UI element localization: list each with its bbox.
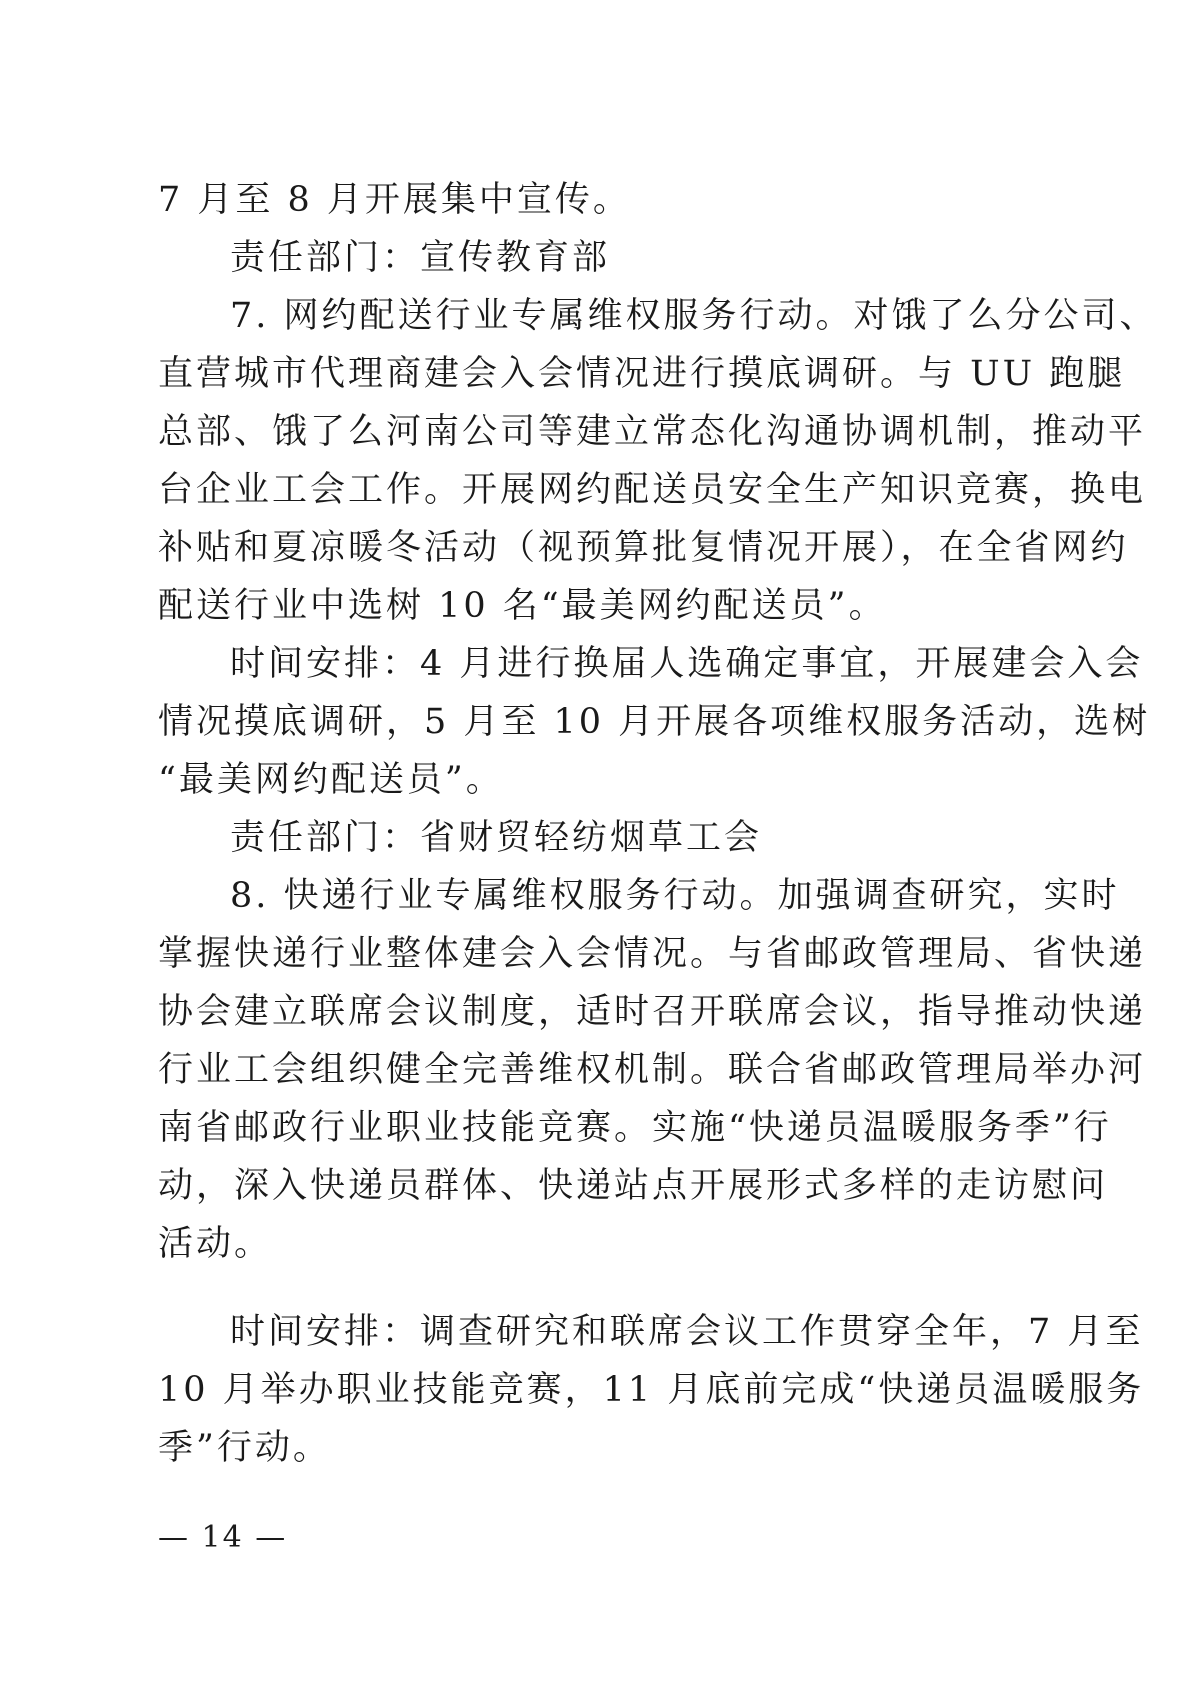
item-7-line-3: 总部、饿了么河南公司等建立常态化沟通协调机制，推动平 xyxy=(158,412,1147,452)
item-7-heading-line: 7. 网约配送行业专属维权服务行动。对饿了么分公司、 xyxy=(230,296,1158,336)
schedule-7-line-3: “最美网约配送员”。 xyxy=(158,760,504,800)
schedule-8-line-1: 时间安排：调查研究和联席会议工作贯穿全年，7 月至 xyxy=(230,1312,1144,1352)
page-number: — 14 — xyxy=(158,1520,288,1555)
item-7-line-2: 直营城市代理商建会入会情况进行摸底调研。与 UU 跑腿 xyxy=(158,354,1126,394)
text-line-1: 7 月至 8 月开展集中宣传。 xyxy=(158,180,631,220)
item-8-line-2: 掌握快递行业整体建会入会情况。与省邮政管理局、省快递 xyxy=(158,934,1147,974)
schedule-7-line-1: 时间安排：4 月进行换届人选确定事宜，开展建会入会 xyxy=(230,644,1144,684)
item-8-line-7: 活动。 xyxy=(158,1224,273,1264)
responsible-dept-line-2: 责任部门：省财贸轻纺烟草工会 xyxy=(230,818,763,858)
schedule-8-line-2: 10 月举办职业技能竞赛，11 月底前完成“快递员温暖服务 xyxy=(158,1370,1145,1410)
item-8-heading-line: 8. 快递行业专属维权服务行动。加强调查研究，实时 xyxy=(230,876,1120,916)
item-7-line-4: 台企业工会工作。开展网约配送员安全生产知识竞赛，换电 xyxy=(158,470,1147,510)
item-8-line-3: 协会建立联席会议制度，适时召开联席会议，指导推动快递 xyxy=(158,992,1147,1032)
item-8-line-6: 动，深入快递员群体、快递站点开展形式多样的走访慰问 xyxy=(158,1166,1109,1206)
item-7-line-6: 配送行业中选树 10 名“最美网约配送员”。 xyxy=(158,586,887,626)
item-7-line-5: 补贴和夏凉暖冬活动（视预算批复情况开展），在全省网约 xyxy=(158,528,1129,568)
item-8-line-4: 行业工会组织健全完善维权机制。联合省邮政管理局举办河 xyxy=(158,1050,1147,1090)
responsible-dept-line-1: 责任部门：宣传教育部 xyxy=(230,238,611,278)
schedule-8-line-3: 季”行动。 xyxy=(158,1428,331,1468)
item-8-line-5: 南省邮政行业职业技能竞赛。实施“快递员温暖服务季”行 xyxy=(158,1108,1112,1148)
schedule-7-line-2: 情况摸底调研，5 月至 10 月开展各项维权服务活动，选树 xyxy=(158,702,1151,742)
